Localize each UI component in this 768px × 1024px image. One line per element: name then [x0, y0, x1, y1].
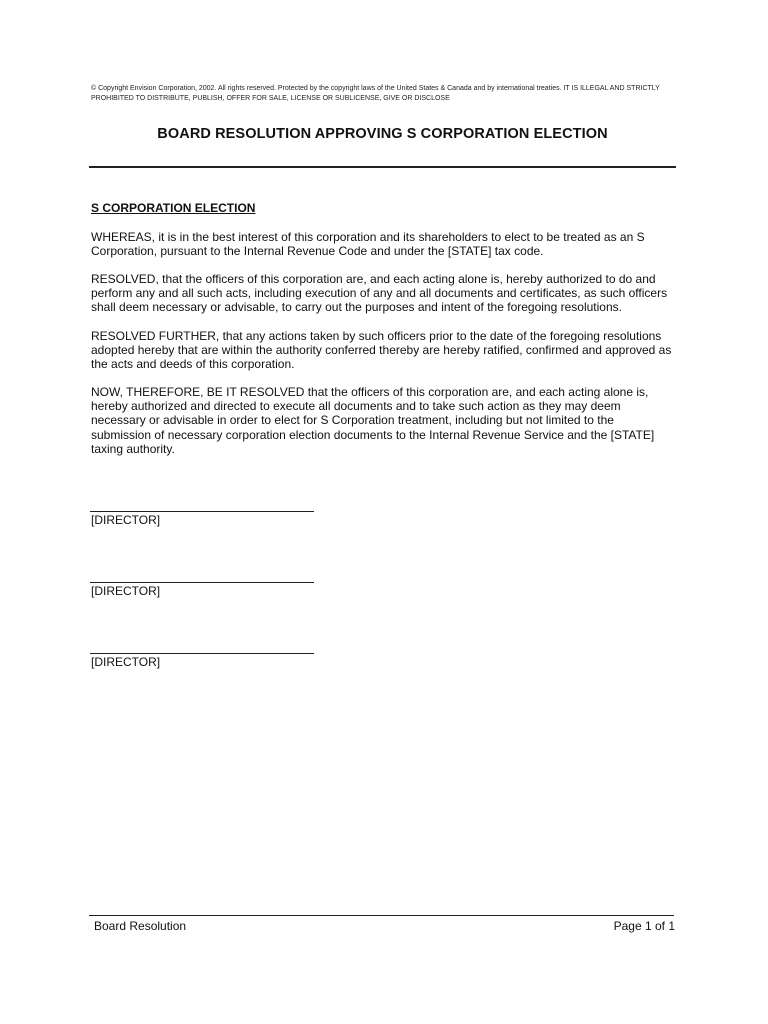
signature-line: [90, 511, 314, 512]
page-number: Page 1 of 1: [613, 919, 675, 933]
signature-label: [DIRECTOR]: [91, 513, 161, 527]
footer-divider: [89, 915, 674, 916]
section-heading: S CORPORATION ELECTION: [91, 201, 256, 215]
footer-document-name: Board Resolution: [94, 919, 187, 933]
now-therefore-paragraph: NOW, THEREFORE, BE IT RESOLVED that the officers of this corporation are, and each acting alone is, hereby authorized and directed to execute all documents and to take such action as they may deem necessary or advisable in order to elect for S Corporation treatment, including but not limited to the submission of necessary corporation election documents to the Internal Revenue Service and the [STATE] taxing authority.: [91, 385, 655, 456]
copyright-line: © Copyright Envision Corporation, 2002. All rights reserved. Protected by the copyright laws of the United States & Canada and by international treaties. IT IS ILLEGAL AND STRICTLY: [91, 85, 660, 92]
whereas-paragraph: WHEREAS, it is in the best interest of this corporation and its shareholders to elect to be treated as an S Corporation, pursuant to the Internal Revenue Code and under the [STATE] tax code.: [91, 230, 645, 259]
resolved-further-paragraph: RESOLVED FURTHER, that any actions taken by such officers prior to the date of the foregoing resolutions adopted hereby that are within the authority conferred thereby are hereby ratified, confirmed and approved as the acts and deeds of this corporation.: [91, 329, 672, 372]
signature-line: [90, 653, 314, 654]
resolved-paragraph: RESOLVED, that the officers of this corporation are, and each acting alone is, hereby authorized to do and perform any and all such acts, including execution of any and all documents and certificates, as such officers shall deem necessary or advisable, to carry out the purposes and intent of the foregoing resolutions.: [91, 272, 668, 315]
title-divider: [89, 166, 676, 168]
copyright-line: PROHIBITED TO DISTRIBUTE, PUBLISH, OFFER FOR SALE, LICENSE OR SUBLICENSE, GIVE OR DISCLOSE: [91, 95, 450, 102]
document-title: BOARD RESOLUTION APPROVING S CORPORATION ELECTION: [157, 126, 608, 142]
copyright-notice: [91, 84, 691, 104]
signature-label: [DIRECTOR]: [91, 584, 161, 598]
signature-label: [DIRECTOR]: [91, 655, 161, 669]
signature-line: [90, 582, 314, 583]
